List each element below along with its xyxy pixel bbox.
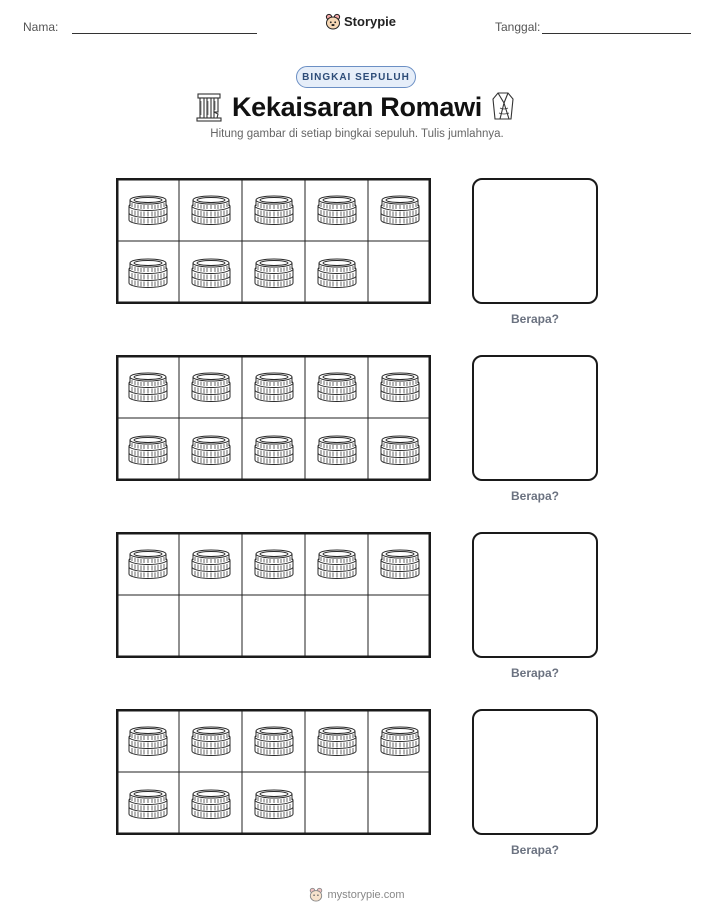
frame-cell-filled — [116, 418, 179, 481]
frame-cell-filled — [368, 709, 431, 772]
colosseum-icon — [190, 371, 232, 403]
name-line[interactable] — [72, 33, 257, 34]
colosseum-icon — [190, 194, 232, 226]
frame-cell-filled — [305, 178, 368, 241]
frame-cell-filled — [179, 418, 242, 481]
colosseum-icon — [127, 257, 169, 289]
frame-cell-filled — [116, 532, 179, 595]
colosseum-icon — [253, 725, 295, 757]
colosseum-icon — [190, 257, 232, 289]
colosseum-icon — [316, 548, 358, 580]
answer-box-1[interactable] — [472, 178, 598, 304]
frame-cell-filled — [179, 532, 242, 595]
frame-cell-filled — [179, 178, 242, 241]
frame-cell-filled — [242, 709, 305, 772]
frame-cell-filled — [116, 178, 179, 241]
frame-cell-empty — [179, 595, 242, 658]
frame-cell-filled — [242, 355, 305, 418]
colosseum-icon — [253, 257, 295, 289]
toga-icon — [490, 90, 516, 122]
frame-cell-filled — [116, 772, 179, 835]
colosseum-icon — [316, 371, 358, 403]
answer-label-2: Berapa? — [510, 489, 560, 503]
frame-cell-filled — [305, 418, 368, 481]
frame-cell-filled — [242, 241, 305, 304]
answer-box-4[interactable] — [472, 709, 598, 835]
colosseum-icon — [316, 434, 358, 466]
frame-cell-filled — [242, 418, 305, 481]
ten-frame-3 — [116, 532, 431, 658]
page-title: Kekaisaran Romawi — [231, 92, 483, 122]
answer-label-3: Berapa? — [510, 666, 560, 680]
frame-cell-empty — [368, 595, 431, 658]
colosseum-icon — [379, 434, 421, 466]
colosseum-icon — [127, 725, 169, 757]
frame-cell-empty — [368, 241, 431, 304]
colosseum-icon — [190, 788, 232, 820]
colosseum-icon — [253, 194, 295, 226]
frame-cell-empty — [305, 595, 368, 658]
colosseum-icon — [379, 548, 421, 580]
footer — [0, 887, 714, 902]
frame-cell-filled — [116, 355, 179, 418]
colosseum-icon — [127, 371, 169, 403]
answer-box-2[interactable] — [472, 355, 598, 481]
colosseum-icon — [127, 548, 169, 580]
colosseum-icon — [190, 548, 232, 580]
frame-cell-filled — [305, 241, 368, 304]
answer-label-4: Berapa? — [510, 843, 560, 857]
frame-cell-filled — [368, 178, 431, 241]
colosseum-icon — [316, 194, 358, 226]
frame-cell-filled — [368, 532, 431, 595]
colosseum-icon — [253, 788, 295, 820]
frame-cell-empty — [242, 595, 305, 658]
ten-frame-1 — [116, 178, 431, 304]
date-label: Tanggal: — [495, 20, 541, 34]
answer-label-1: Berapa? — [510, 312, 560, 326]
frame-cell-filled — [368, 418, 431, 481]
colosseum-icon — [127, 434, 169, 466]
ten-frame-2 — [116, 355, 431, 481]
frame-cell-filled — [116, 709, 179, 772]
brand-name: Storypie — [344, 14, 397, 29]
frame-cell-filled — [242, 178, 305, 241]
frame-cell-filled — [116, 241, 179, 304]
frame-cell-filled — [242, 532, 305, 595]
colosseum-icon — [316, 257, 358, 289]
colosseum-icon — [253, 371, 295, 403]
colosseum-icon — [253, 434, 295, 466]
colosseum-icon — [253, 548, 295, 580]
colosseum-icon — [379, 194, 421, 226]
colosseum-icon — [379, 725, 421, 757]
colosseum-icon — [127, 788, 169, 820]
frame-cell-filled — [179, 709, 242, 772]
frame-cell-filled — [305, 709, 368, 772]
footer-url[interactable]: mystorypie.com — [327, 888, 405, 901]
colosseum-icon — [379, 371, 421, 403]
colosseum-icon — [190, 434, 232, 466]
date-line[interactable] — [542, 33, 691, 34]
instructions: Hitung gambar di setiap bingkai sepuluh. Tulis jumlahnya. — [210, 128, 504, 140]
brand-logo — [325, 13, 396, 30]
ten-frame-4 — [116, 709, 431, 835]
title-row — [0, 90, 714, 126]
frame-cell-empty — [305, 772, 368, 835]
frame-cell-empty — [116, 595, 179, 658]
frame-cell-filled — [179, 355, 242, 418]
frame-cell-filled — [179, 772, 242, 835]
frame-cell-filled — [305, 532, 368, 595]
answer-box-3[interactable] — [472, 532, 598, 658]
name-label: Nama: — [23, 20, 59, 34]
frame-cell-filled — [242, 772, 305, 835]
frame-cell-empty — [368, 772, 431, 835]
section-badge: BINGKAI SEPULUH — [296, 66, 416, 88]
frame-cell-filled — [368, 355, 431, 418]
colosseum-icon — [316, 725, 358, 757]
colosseum-icon — [190, 725, 232, 757]
colosseum-icon — [127, 194, 169, 226]
frame-cell-filled — [305, 355, 368, 418]
storypie-mascot-icon — [325, 13, 341, 30]
storypie-mascot-icon — [309, 887, 323, 902]
frame-cell-filled — [179, 241, 242, 304]
